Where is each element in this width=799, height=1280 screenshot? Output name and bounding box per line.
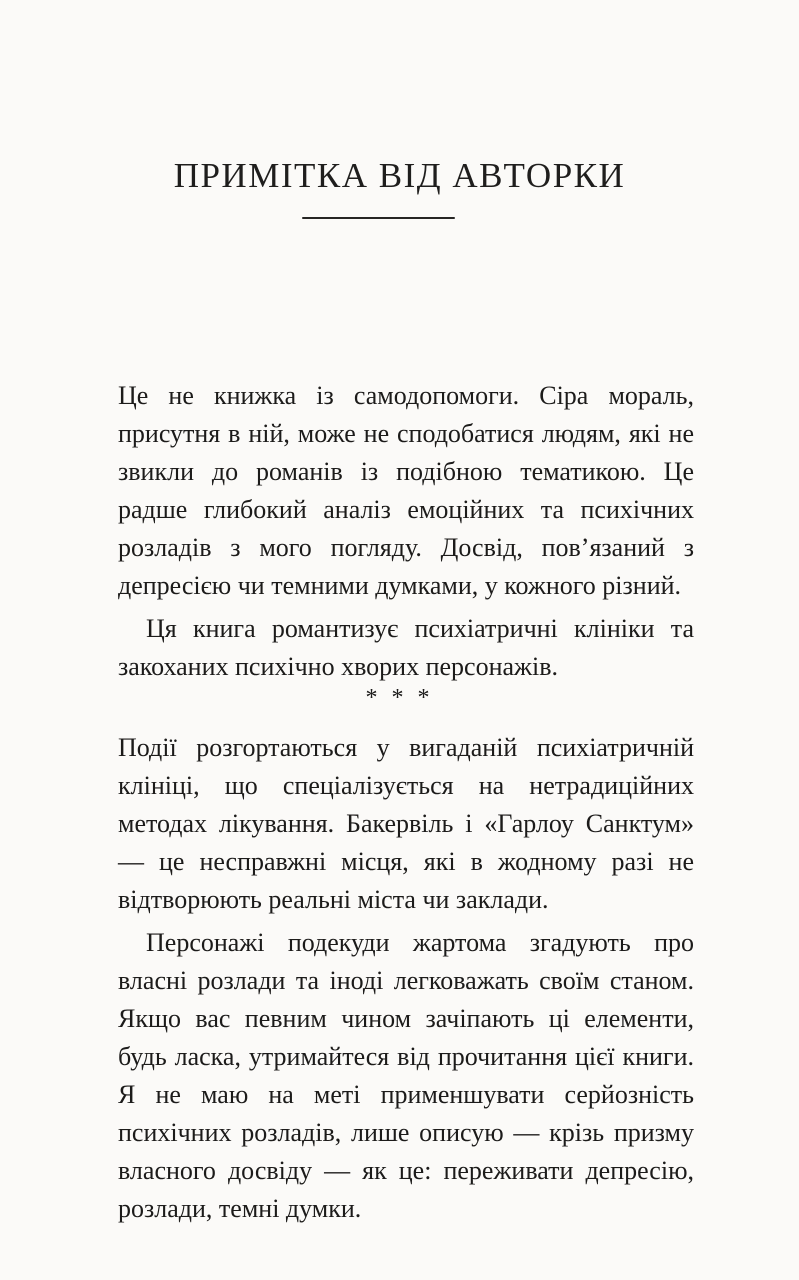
title-underline-divider [302, 217, 455, 219]
paragraph-warning: Персонажі подекуди жартома згадують про власні розлади та іноді легковажать своїм станом. Якщо вас певним чином зачіпають ці елементи, будь ласка, утримайтеся від прочитання цієї книги. Я не маю на меті применшувати серйозність психічних розладів, лише описую — крізь призму власного досвіду — як це: переживати депресію, розлади, темні думки. [118, 928, 694, 1223]
paragraph-intro: Це не книжка із самодопомоги. Сіра мораль, присутня в ній, може не сподобатися людям, які не звикли до романів із подібною тематикою. Це радше глибокий аналіз емоційних та психічних розладів з мого погляду. Досвід, пов’язаний з депресією чи темними думками, у кожного різний. [118, 381, 694, 600]
page-title: ПРИМІТКА ВІД АВТОРКИ [173, 156, 626, 195]
text-block-setting [118, 729, 694, 1228]
paragraph-romanticizes: Ця книга романтизує психіатричні клініки та закоханих психічно хворих персонажів. [118, 614, 694, 681]
paragraph-setting: Події розгортаються у вигаданій психіатричній клініці, що спеціалізується на нетрадиційних методах лікування. Бакервіль і «Гарлоу Санктум» — це несправжні місця, які в жодному разі не відтворюють реальні міста чи заклади. [118, 733, 694, 914]
text-block-intro [118, 377, 694, 686]
section-separator: * * * [365, 685, 434, 711]
